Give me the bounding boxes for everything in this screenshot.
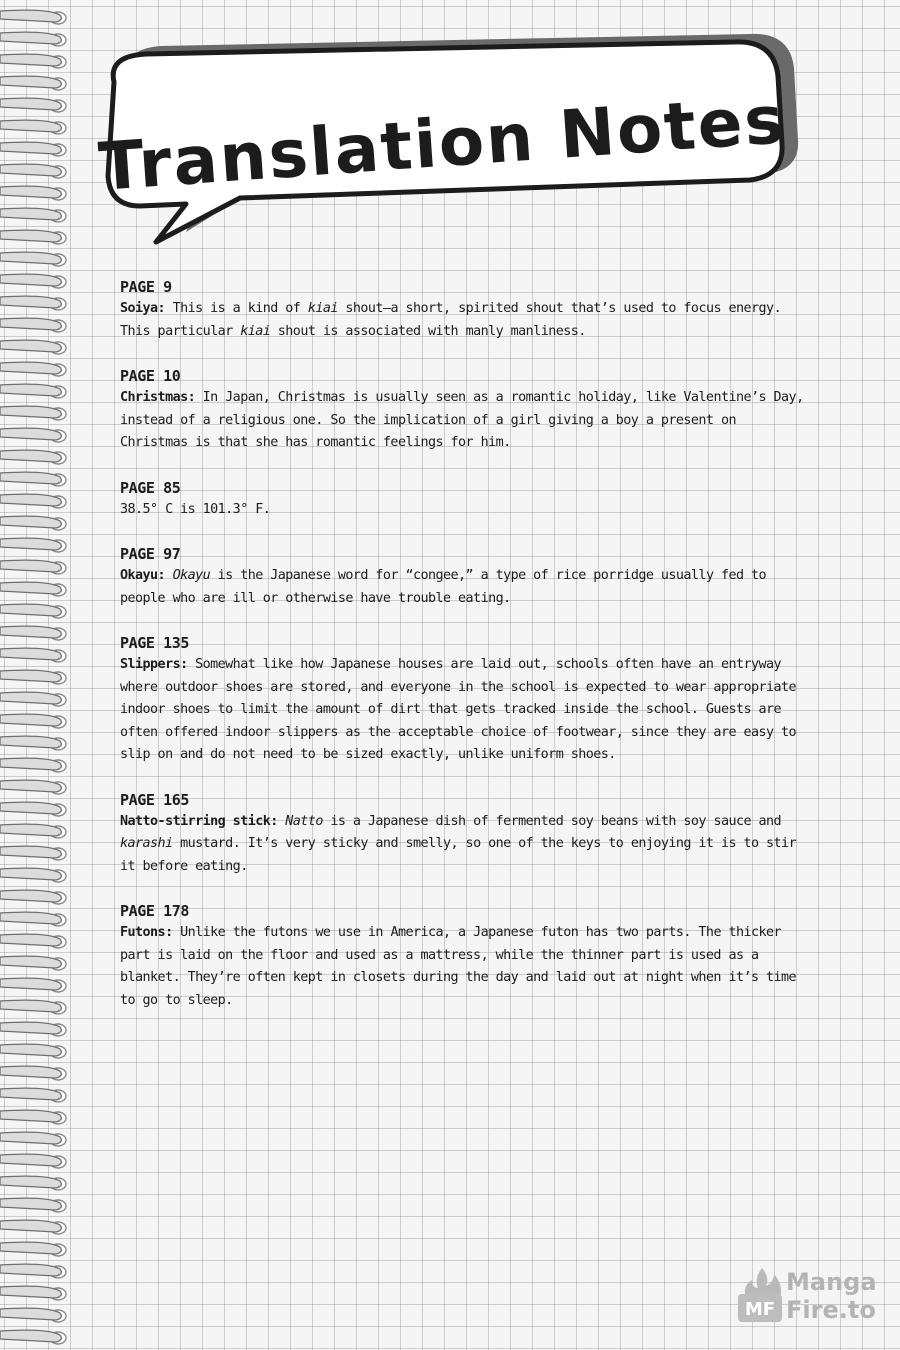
binding-ring xyxy=(0,252,61,264)
binding-ring xyxy=(0,450,61,462)
binding-ring xyxy=(0,1286,61,1298)
binding-ring xyxy=(0,54,61,66)
binding-ring xyxy=(0,560,61,572)
binding-ring xyxy=(0,208,61,220)
note-term: Futons: xyxy=(120,925,173,940)
binding-ring xyxy=(0,780,61,792)
binding-ring xyxy=(0,824,61,836)
note-page-135 xyxy=(120,632,810,767)
binding-ring xyxy=(0,318,61,330)
note-term: Soiya: xyxy=(120,301,166,316)
note-page-165 xyxy=(120,789,810,879)
note-page-number: PAGE 97 xyxy=(120,545,181,563)
binding-ring xyxy=(0,1330,61,1342)
binding-ring xyxy=(0,230,61,242)
watermark xyxy=(736,1264,886,1324)
binding-ring xyxy=(0,1176,61,1188)
binding-ring xyxy=(0,1220,61,1232)
note-text: is a Japanese dish of fermented soy beans with soy sauce and xyxy=(322,813,782,829)
note-page-number: PAGE 10 xyxy=(120,367,181,385)
flame-icon xyxy=(745,1268,781,1298)
binding-ring xyxy=(0,1132,61,1144)
binding-ring xyxy=(0,1000,61,1012)
note-page-number: PAGE 165 xyxy=(120,790,190,809)
binding-ring xyxy=(0,1154,61,1166)
binding-ring xyxy=(0,362,61,374)
note-text: Unlike the futons we use in America, a Japanese futon has two parts. The thicker part is laid on the floor and used as a mattress, while the thinner part is used as a blanket. They’re often kept in closets during the day and laid out at night when it’s time to go to sleep. xyxy=(120,925,797,1008)
binding-ring xyxy=(0,384,61,396)
note-body xyxy=(120,298,810,343)
binding-ring xyxy=(0,538,61,550)
binding-ring xyxy=(0,120,61,132)
note-body xyxy=(120,654,810,767)
spiral-binding xyxy=(0,0,80,1350)
watermark-line1: Manga xyxy=(786,1268,877,1296)
binding-ring xyxy=(0,76,61,88)
note-body xyxy=(120,387,810,455)
note-page-number: PAGE 85 xyxy=(120,478,181,497)
note-page-85 xyxy=(120,477,810,522)
binding-ring xyxy=(0,142,61,154)
translation-notes-list xyxy=(120,276,810,1034)
note-text: In Japan, Christmas is usually seen as a romantic holiday, like Valentine’s Day, instead of a religious one. So the implication of a girl giving a boy a present on Christmas is that she has romantic feelings for him. xyxy=(120,390,804,450)
binding-ring xyxy=(0,802,61,814)
binding-ring xyxy=(0,1044,61,1056)
note-term: Okayu: xyxy=(120,568,166,583)
note-page-9 xyxy=(120,276,810,343)
binding-ring xyxy=(0,406,61,418)
binding-ring xyxy=(0,186,61,198)
binding-ring xyxy=(0,692,61,704)
note-page-number: PAGE 135 xyxy=(120,634,190,652)
note-term: Christmas: xyxy=(120,390,196,405)
note-text: shout—a short, spirited shout that’s used to focus energy. This particular xyxy=(120,301,782,339)
note-page-10 xyxy=(120,365,810,455)
binding-ring xyxy=(0,296,61,308)
note-emphasis: kiai xyxy=(307,301,338,316)
binding-ring xyxy=(0,494,61,506)
binding-ring xyxy=(0,582,61,594)
binding-ring xyxy=(0,1088,61,1100)
watermark-badge-text: MF xyxy=(744,1299,776,1320)
note-page-97 xyxy=(120,543,810,610)
binding-ring xyxy=(0,428,61,440)
binding-ring xyxy=(0,890,61,902)
binding-ring xyxy=(0,868,61,880)
binding-ring xyxy=(0,912,61,924)
page-title: Translation Notes xyxy=(96,81,789,206)
binding-ring xyxy=(0,1066,61,1078)
note-body xyxy=(120,565,810,610)
note-text xyxy=(165,568,173,583)
binding-ring xyxy=(0,1022,61,1034)
note-text: This is a kind of xyxy=(165,301,308,316)
binding-ring xyxy=(0,164,61,176)
note-page-number: PAGE 178 xyxy=(120,902,190,920)
note-term: Slippers: xyxy=(120,657,188,672)
binding-ring xyxy=(0,736,61,748)
note-body xyxy=(120,499,810,522)
title-bubble xyxy=(90,20,810,250)
binding-ring xyxy=(0,846,61,858)
note-body xyxy=(120,922,810,1012)
binding-ring xyxy=(0,648,61,660)
binding-ring xyxy=(0,472,61,484)
note-text: 38.5° C is 101.3° F. xyxy=(120,501,271,517)
binding-ring xyxy=(0,340,61,352)
note-page-178 xyxy=(120,900,810,1012)
binding-ring xyxy=(0,604,61,616)
note-emphasis: Okayu xyxy=(172,568,211,583)
note-text: mustard. It’s very sticky and smelly, so one of the keys to enjoying it is to stir it before eating. xyxy=(120,836,797,874)
binding-ring xyxy=(0,98,61,110)
note-text: shout is associated with manly manliness. xyxy=(270,323,586,339)
note-page-number: PAGE 9 xyxy=(120,278,172,296)
binding-ring xyxy=(0,758,61,770)
binding-ring xyxy=(0,1198,61,1210)
binding-ring xyxy=(0,626,61,638)
binding-ring xyxy=(0,1242,61,1254)
note-emphasis: kiai xyxy=(240,323,271,339)
binding-ring xyxy=(0,1308,61,1320)
watermark-line2: Fire.to xyxy=(786,1296,876,1324)
binding-ring xyxy=(0,32,61,44)
note-emphasis: Natto xyxy=(285,813,323,829)
binding-ring xyxy=(0,516,61,528)
note-term: Natto-stirring stick: xyxy=(120,813,278,829)
binding-ring xyxy=(0,978,61,990)
binding-ring xyxy=(0,714,61,726)
binding-ring xyxy=(0,956,61,968)
note-text: is the Japanese word for “congee,” a type of rice porridge usually fed to people who are ill or otherwise have trouble eating. xyxy=(120,568,767,606)
note-text: Somewhat like how Japanese houses are laid out, schools often have an entryway where outdoor shoes are stored, and everyone in the school is expected to wear appropriate indoor shoes to limit the amount of dirt that gets tracked inside the school. Guests are often offered indoor slippers as the acceptable choice of footwear, since they are easy to slip on and do not need to be sized exactly, unlike uniform shoes. xyxy=(120,657,797,762)
binding-ring xyxy=(0,1110,61,1122)
note-body xyxy=(120,811,810,879)
binding-ring xyxy=(0,934,61,946)
binding-ring xyxy=(0,1264,61,1276)
binding-ring xyxy=(0,670,61,682)
note-emphasis: karashi xyxy=(120,836,173,851)
binding-ring xyxy=(0,10,61,22)
binding-ring xyxy=(0,274,61,286)
